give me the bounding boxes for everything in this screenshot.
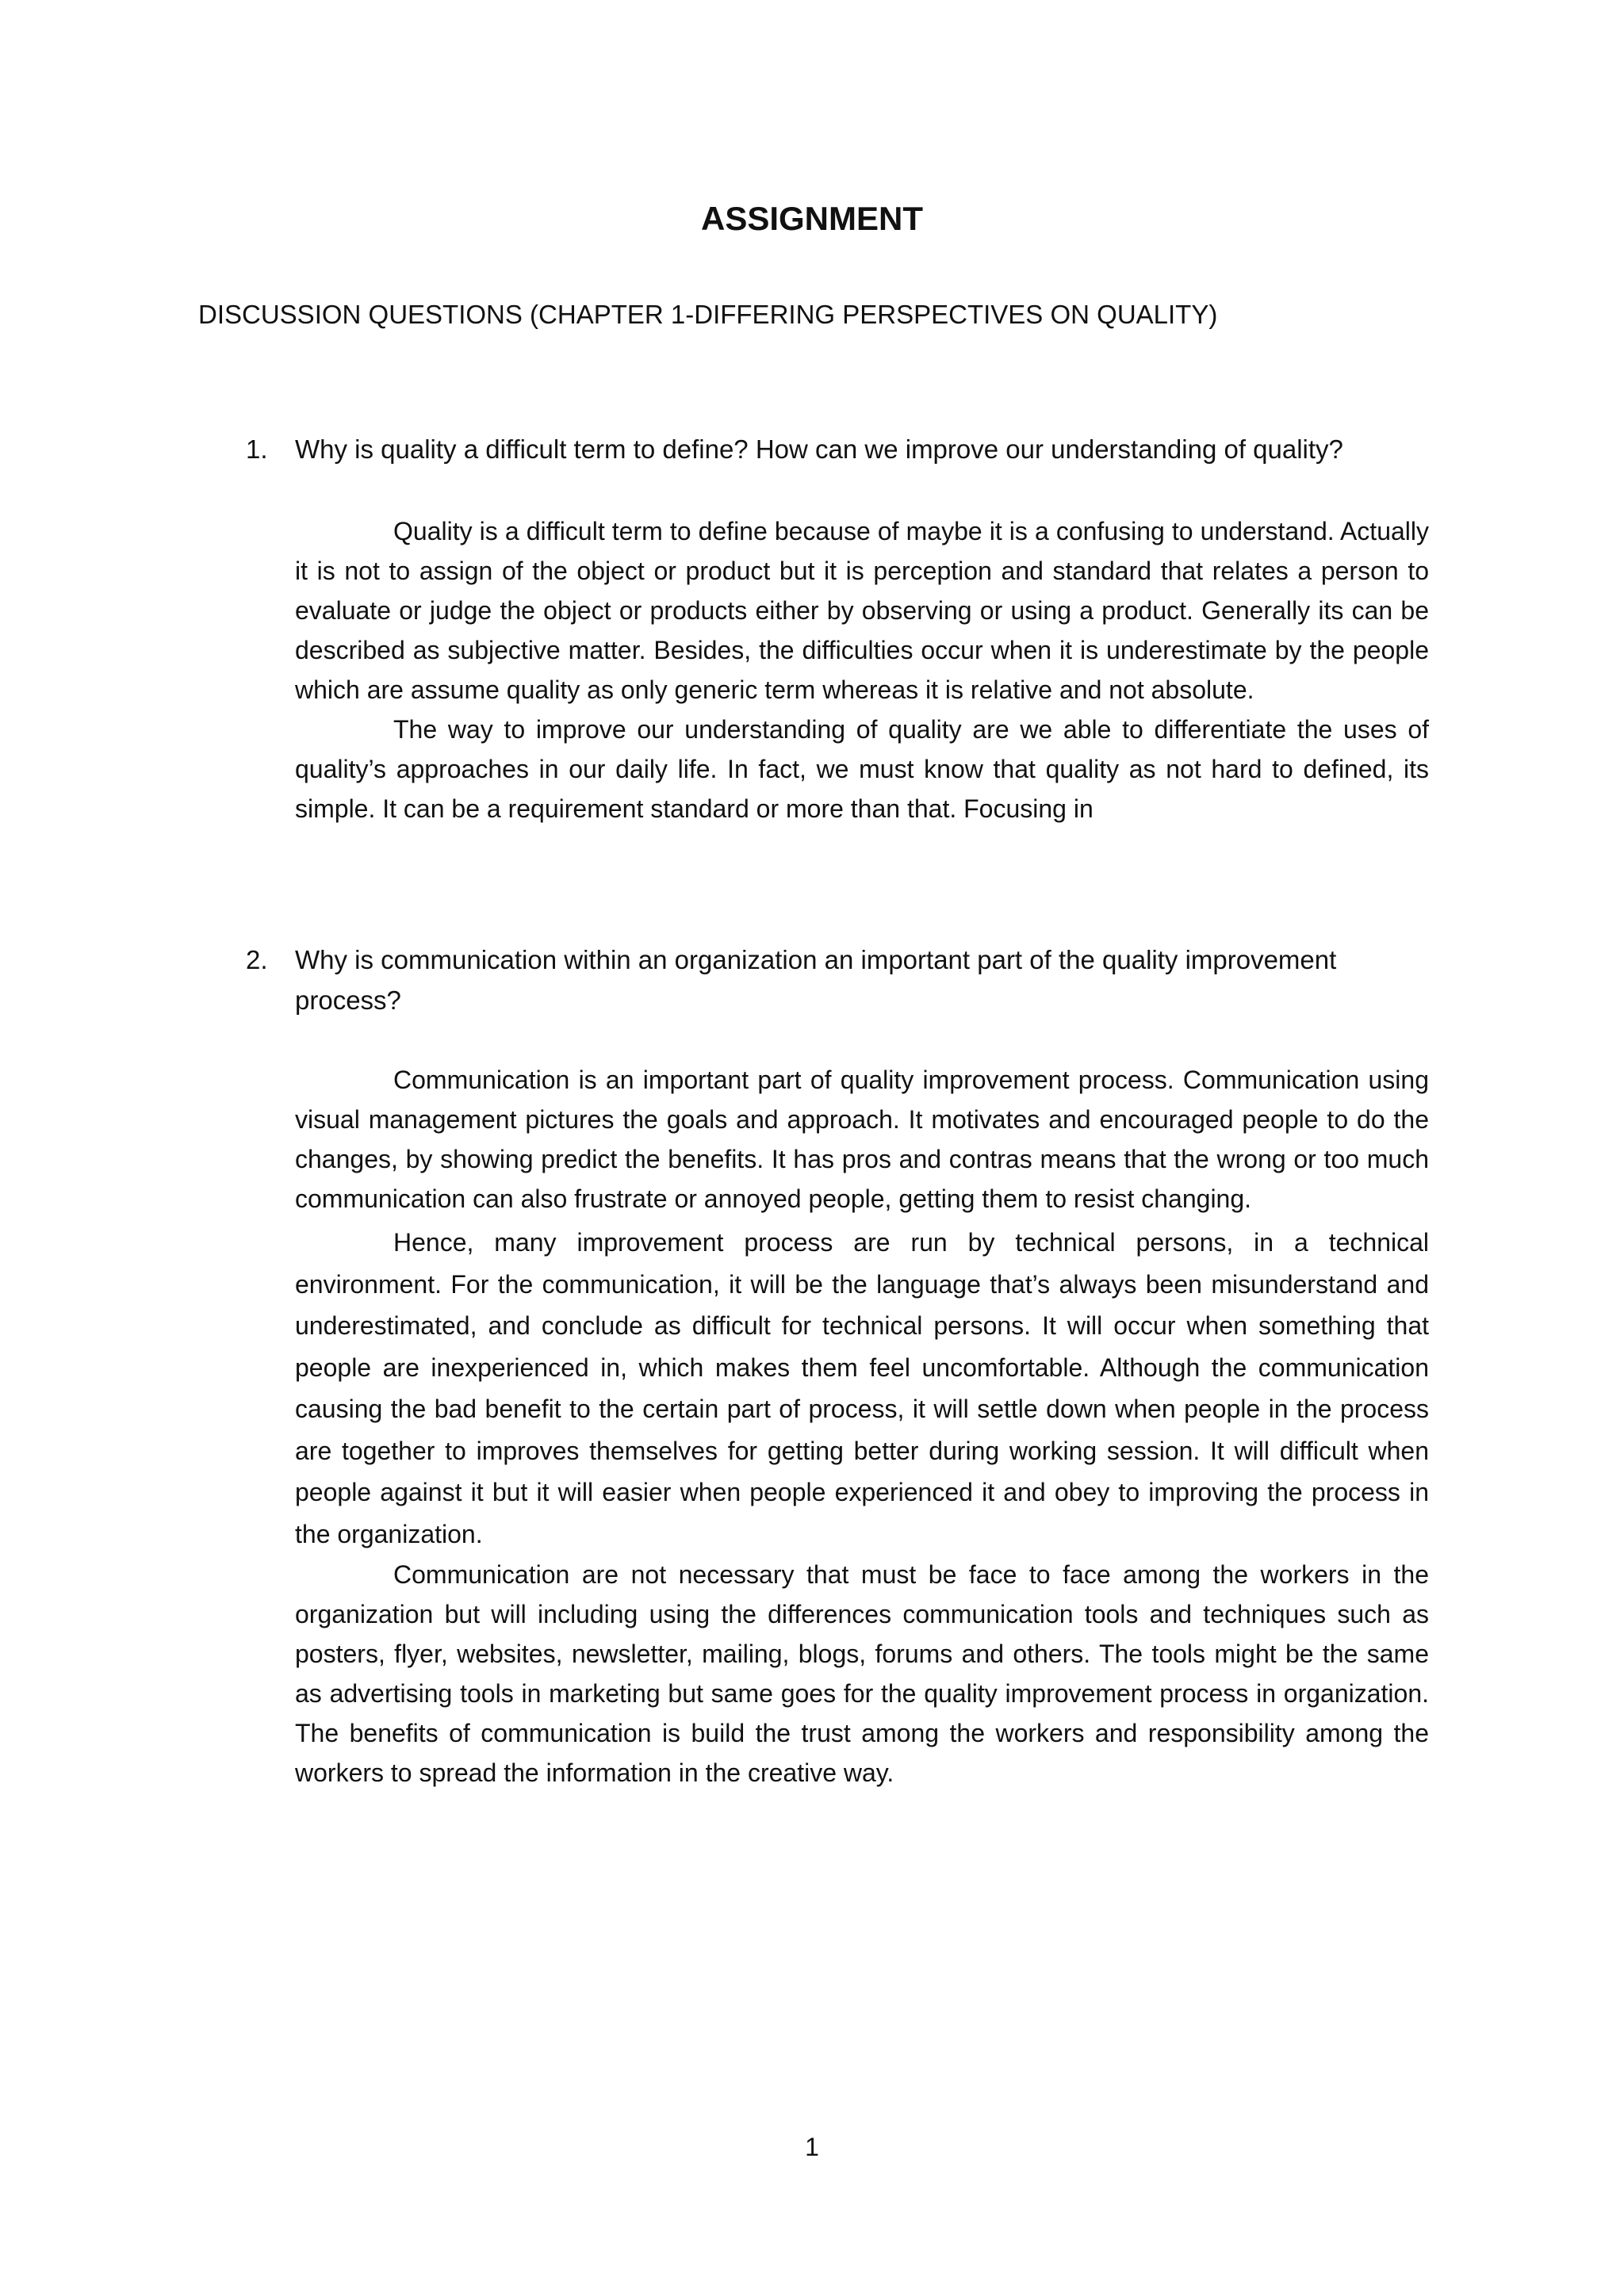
answer-block-2: [295, 1060, 1429, 1793]
answer-paragraph: Quality is a difficult term to define because of maybe it is a confusing to understand. Actually it is not to assign of the object or product but it is perception and standard that relates a person to evaluate or judge the object or products either by observing or using a product. Generally its can be described as subjective matter. Besides, the difficulties occur when it is underestimate by the people which are assume quality as only generic term whereas it is relative and not absolute.: [295, 517, 1429, 704]
page-subtitle: DISCUSSION QUESTIONS (CHAPTER 1-DIFFERING PERSPECTIVES ON QUALITY): [198, 300, 1218, 329]
question-item-1: [246, 429, 1429, 469]
question-item-2: [246, 939, 1429, 1020]
answer-paragraph: The way to improve our understanding of quality are we able to differentiate the uses of quality’s approaches in our daily life. In fact, we must know that quality as not hard to defined, its simple. It can be a requirement standard or more than that. Focusing in: [295, 715, 1429, 823]
answer-paragraph: Communication are not necessary that must be face to face among the workers in the organization but will including using the differences communication tools and techniques such as posters, flyer, websites, newsletter, mailing, blogs, forums and others. The tools might be the same as advertising tools in marketing but same goes for the quality improvement process in organization. The benefits of communication is build the trust among the workers and responsibility among the workers to spread the information in the creative way.: [295, 1560, 1429, 1787]
question-number: 1.: [246, 434, 268, 464]
page-number: 1: [805, 2133, 819, 2161]
answer-block-1: [295, 511, 1429, 828]
answer-paragraph: Hence, many improvement process are run by technical persons, in a technical environment. For the communication, it will be the language that’s always been misunderstand and underestimated, and conclude as difficult for technical persons. It will occur when something that people are inexperienced in, which makes them feel uncomfortable. Although the communication causing the bad benefit to the certain part of process, it will settle down when people in the process are together to improves themselves for getting better during working session. It will difficult when people against it but it will easier when people experienced it and obey to improving the process in the organization.: [295, 1228, 1429, 1548]
question-text: Why is communication within an organization an important part of the quality improvement process?: [295, 945, 1337, 1015]
question-text: Why is quality a difficult term to define? How can we improve our understanding of quality?: [295, 434, 1343, 464]
question-number: 2.: [246, 945, 268, 974]
answer-paragraph: Communication is an important part of quality improvement process. Communication using visual management pictures the goals and approach. It motivates and encouraged people to do the changes, by showing predict the benefits. It has pros and contras means that the wrong or too much communication can also frustrate or annoyed people, getting them to resist changing.: [295, 1066, 1429, 1213]
page-title: ASSIGNMENT: [700, 200, 923, 237]
